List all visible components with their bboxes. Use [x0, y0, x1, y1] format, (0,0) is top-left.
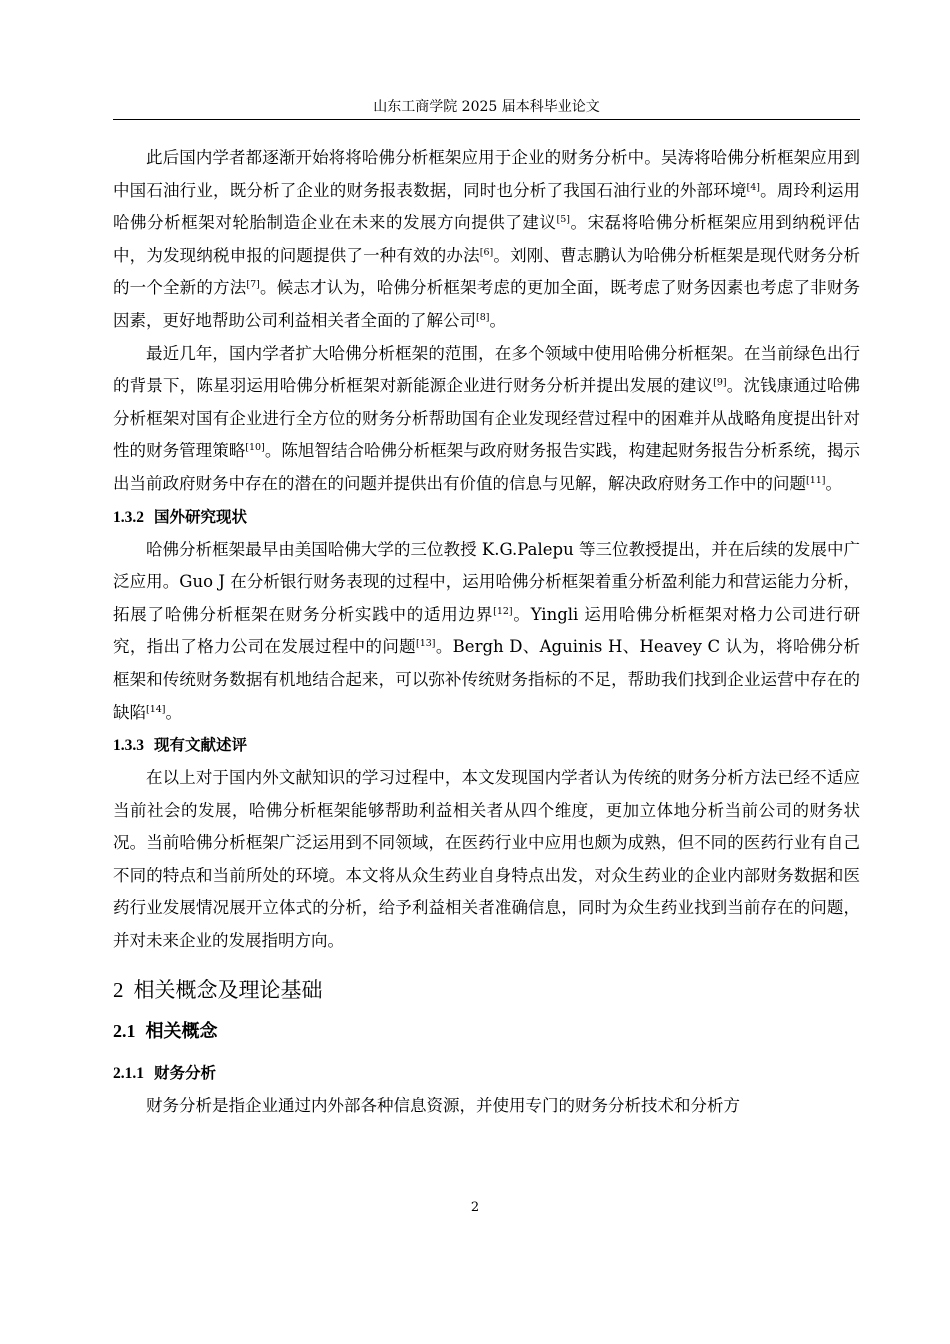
paragraph-literature-review — [113, 762, 860, 958]
paragraph-foreign-research — [113, 534, 860, 730]
heading-title: 相关概念 — [145, 1020, 218, 1042]
citation-ref: [10] — [245, 442, 265, 454]
heading-2-1-1 — [113, 1057, 860, 1090]
paragraph-text: 哈佛分析框架最早由美国哈佛大学的三位教授 K.G.Palepu 等三位教授提出，并在后续的发展中广泛应用。Guo J 在分析银行财务表现的过程中，运用哈佛分析框架着重分析盈利能力和营运能力分析，拓展了哈佛分析框架在财务分析实践中的适用边界 — [113, 539, 860, 624]
heading-1-3-3 — [113, 729, 860, 762]
paragraph-text: 。Bergh D、Aguinis H、Heavey C 认为，将哈佛分析框架和传统财务数据有机地结合起来，可以弥补传统财务指标的不足，帮助我们找到企业运营中存在的缺陷 — [113, 637, 861, 722]
heading-2-1 — [113, 1014, 860, 1049]
paragraph-text: 。候志才认为，哈佛分析框架考虑的更加全面，既考虑了财务因素也考虑了非财务因素，更好地帮助公司利益相关者全面的了解公司 — [113, 278, 861, 330]
citation-ref: [6] — [479, 246, 494, 258]
heading-number: 1.3.2 — [113, 508, 144, 526]
citation-ref: [9] — [713, 377, 727, 389]
heading-number: 2.1 — [113, 1020, 136, 1041]
heading-title: 相关概念及理论基础 — [133, 977, 323, 1002]
paragraph-financial-analysis — [113, 1090, 860, 1123]
heading-number: 2.1.1 — [113, 1064, 144, 1082]
document-body — [113, 142, 860, 1122]
page-number-text: 2 — [470, 1200, 480, 1215]
heading-title: 国外研究现状 — [154, 507, 248, 526]
citation-ref: [13] — [416, 638, 436, 650]
heading-title: 财务分析 — [154, 1063, 217, 1082]
citation-ref: [5] — [556, 214, 570, 226]
paragraph-text: 。宋磊将哈佛分析框架应用到纳税评估中，为发现纳税申报的问题提供了一种有效的办法 — [113, 213, 861, 265]
heading-chapter-2 — [113, 974, 860, 1006]
paragraph-text: 。 — [825, 473, 843, 493]
heading-title: 现有文献述评 — [154, 736, 248, 755]
page-header — [113, 98, 860, 116]
heading-number: 2 — [113, 977, 124, 1002]
citation-ref: [4] — [746, 181, 760, 193]
header-title: 山东工商学院 2025 届本科毕业论文 — [373, 99, 600, 115]
paragraph-text: 。沈钱康通过哈佛分析框架对国有企业进行全方位的财务分析帮助国有企业发现经营过程中的困难并从战略角度提出针对性的财务管理策略 — [113, 376, 861, 461]
heading-number: 1.3.3 — [113, 737, 144, 755]
paragraph-text: 。 — [165, 702, 183, 722]
page-number — [0, 1200, 950, 1216]
citation-ref: [14] — [146, 703, 166, 715]
citation-ref: [8] — [476, 311, 490, 323]
citation-ref: [7] — [246, 279, 260, 291]
citation-ref: [12] — [493, 605, 513, 617]
paragraph-domestic-research-1 — [113, 142, 860, 338]
paragraph-text: 最近几年，国内学者扩大哈佛分析框架的范围，在多个领域中使用哈佛分析框架。在当前绿色出行的背景下，陈星羽运用哈佛分析框架对新能源企业进行财务分析并提出发展的建议 — [113, 343, 860, 396]
paragraph-text: 此后国内学者都逐渐开始将将哈佛分析框架应用于企业的财务分析中。吴涛将哈佛分析框架应用到中国石油行业，既分析了企业的财务报表数据，同时也分析了我国石油行业的外部环境 — [113, 148, 860, 200]
paragraph-text: 。Yingli 运用哈佛分析框架对格力公司进行研究，指出了格力公司在发展过程中的问题 — [113, 604, 861, 657]
paragraph-text: 。刘刚、曹志鹏认为哈佛分析框架是现代财务分析的一个全新的方法 — [113, 245, 861, 298]
paragraph-text: 。陈旭智结合哈佛分析框架与政府财务报告实践，构建起财务报告分析系统，揭示出当前政府财务中存在的潜在的问题并提供出有价值的信息与见解，解决政府财务工作中的问题 — [113, 441, 861, 493]
paragraph-text: 在以上对于国内外文献知识的学习过程中，本文发现国内学者认为传统的财务分析方法已经不适应当前社会的发展，哈佛分析框架能够帮助利益相关者从四个维度，更加立体地分析当前公司的财务状况。当前哈佛分析框架广泛运用到不同领域，在医药行业中应用也颇为成熟，但不同的医药行业有自己不同的特点和当前所处的环境。本文将从众生药业自身特点出发，对众生药业的企业内部财务数据和医药行业发展情况展开立体式的分析，给予利益相关者准确信息，同时为众生药业找到当前存在的问题，并对未来企业的发展指明方向。 — [113, 768, 860, 951]
citation-ref: [11] — [806, 474, 826, 486]
header-rule — [113, 119, 860, 120]
paragraph-text: 。 — [489, 310, 506, 330]
paragraph-domestic-research-2 — [113, 338, 860, 501]
heading-1-3-2 — [113, 501, 860, 534]
paragraph-text: 。周玲利运用哈佛分析框架对轮胎制造企业在未来的发展方向提供了建议 — [113, 180, 861, 233]
paragraph-text: 财务分析是指企业通过内外部各种信息资源，并使用专门的财务分析技术和分析方 — [146, 1095, 740, 1115]
